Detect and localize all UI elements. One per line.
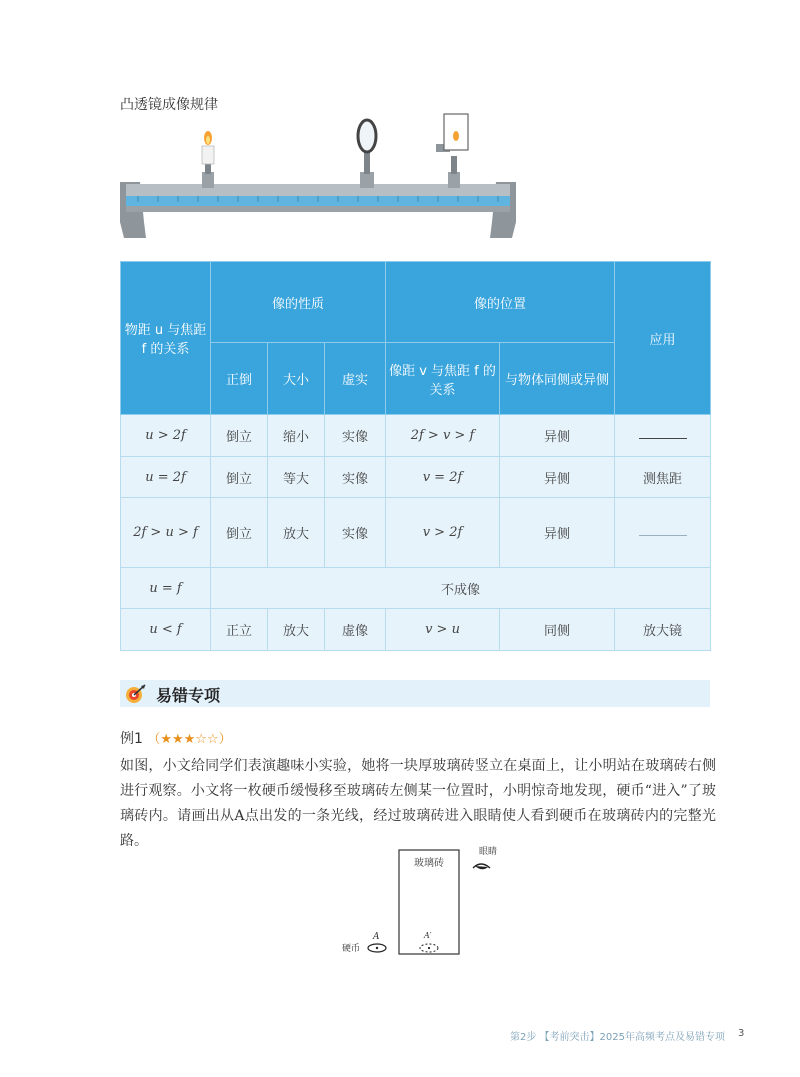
cell-image-distance: 2f > v > f xyxy=(386,415,500,457)
eye-label: 眼睛 xyxy=(479,847,498,857)
cell-size: 放大 xyxy=(268,609,325,651)
cell-size: 等大 xyxy=(268,457,325,498)
lens-imaging-table xyxy=(120,261,711,651)
header-position: 像的位置 xyxy=(386,262,615,343)
cell-size: 放大 xyxy=(268,498,325,568)
cell-upright: 正立 xyxy=(211,609,268,651)
table-row xyxy=(121,568,711,609)
example-label: 例1 xyxy=(120,731,143,747)
problem-text: 如图，小文给同学们表演趣味小实验，她将一块厚玻璃砖竖立在桌面上，让小明站在玻璃砖右侧进行观察。小文将一枚硬币缓慢移至玻璃砖左侧某一位置时，小明惊奇地发现，硬币“进入”了玻璃砖内。请画出从A点出发的一条光线，经过玻璃砖进入眼睛使人看到硬币在玻璃砖内的完整光路。 xyxy=(120,758,716,849)
cell-application-blank[interactable] xyxy=(615,498,711,568)
cell-image-distance: v > u xyxy=(386,609,500,651)
cell-real: 实像 xyxy=(325,415,386,457)
optical-bench-illustration xyxy=(118,112,518,242)
glass-label: 玻璃砖 xyxy=(414,858,444,869)
header-size: 大小 xyxy=(268,343,325,415)
glass-brick-figure xyxy=(330,842,510,962)
table-row xyxy=(121,498,711,568)
cell-relation: u > 2f xyxy=(121,415,211,457)
coin-label: 硬币 xyxy=(342,944,361,954)
cell-upright: 倒立 xyxy=(211,498,268,568)
section-title: 凸透镜成像规律 xyxy=(120,97,218,113)
header-application: 应用 xyxy=(615,262,711,415)
cell-side: 异侧 xyxy=(500,457,615,498)
cell-real: 实像 xyxy=(325,498,386,568)
cell-application: 放大镜 xyxy=(615,609,711,651)
footer-text: 第2步 【考前突击】2025年高频考点及易错专项 xyxy=(510,1032,725,1043)
table-row xyxy=(121,609,711,651)
cell-real: 虚像 xyxy=(325,609,386,651)
header-nature: 像的性质 xyxy=(211,262,386,343)
answer-blank[interactable] xyxy=(639,428,687,439)
cell-relation: u = 2f xyxy=(121,457,211,498)
eye-icon xyxy=(473,864,490,869)
header-real: 虚实 xyxy=(325,343,386,415)
difficulty-stars: （★★★☆☆） xyxy=(147,732,232,747)
target-icon xyxy=(124,683,148,705)
cell-side: 同侧 xyxy=(500,609,615,651)
cell-side: 异侧 xyxy=(500,415,615,457)
cell-real: 实像 xyxy=(325,457,386,498)
header-same-side: 与物体同侧或异侧 xyxy=(500,343,615,415)
example-heading xyxy=(120,728,232,748)
point-a-prime-label: A′ xyxy=(424,931,432,940)
cell-relation: 2f > u > f xyxy=(121,498,211,568)
table-row xyxy=(121,415,711,457)
cell-relation: u < f xyxy=(121,609,211,651)
cell-relation: u = f xyxy=(121,568,211,609)
header-image-distance: 像距 v 与焦距 f 的关系 xyxy=(386,343,500,415)
page-number: 3 xyxy=(738,1028,745,1039)
cell-side: 异侧 xyxy=(500,498,615,568)
header-relation: 物距 u 与焦距 f 的关系 xyxy=(121,262,211,415)
cell-application-blank[interactable] xyxy=(615,415,711,457)
cell-upright: 倒立 xyxy=(211,415,268,457)
banner-title: 易错专项 xyxy=(156,686,221,705)
cell-upright: 倒立 xyxy=(211,457,268,498)
cell-size: 缩小 xyxy=(268,415,325,457)
point-a-label: A xyxy=(373,932,380,942)
answer-blank[interactable] xyxy=(639,525,687,536)
table-row xyxy=(121,457,711,498)
cell-image-distance: v = 2f xyxy=(386,457,500,498)
header-upright: 正倒 xyxy=(211,343,268,415)
cell-image-distance: v > 2f xyxy=(386,498,500,568)
cell-no-image: 不成像 xyxy=(211,568,711,609)
cell-application: 测焦距 xyxy=(615,457,711,498)
